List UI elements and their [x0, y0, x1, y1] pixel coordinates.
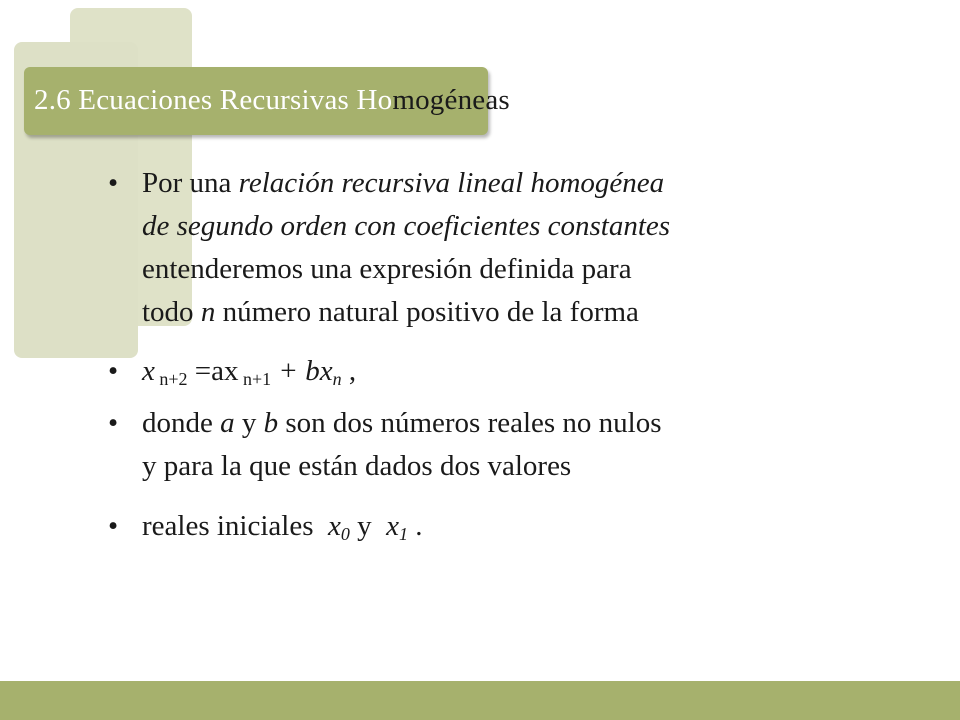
text: donde	[142, 407, 221, 439]
bullet-marker: •	[108, 355, 119, 387]
subscript: n+1	[238, 369, 272, 389]
variable-a: a	[220, 407, 235, 439]
emphasis-text: de segundo orden con coeficientes constantes	[142, 210, 671, 242]
equation-line	[142, 350, 356, 401]
bullet-line	[142, 402, 662, 445]
bullet-line	[142, 291, 670, 334]
bullet-line	[142, 445, 662, 488]
text: ,	[341, 355, 357, 387]
bullet-line	[142, 162, 670, 205]
text: y	[234, 407, 264, 439]
bullet-initial-values	[108, 505, 423, 556]
slide-title	[34, 84, 510, 117]
text: =ax	[187, 355, 239, 387]
bullet-marker: •	[108, 167, 119, 199]
text: y	[349, 510, 387, 542]
text: todo	[142, 296, 201, 328]
text: número natural positivo de la forma	[215, 296, 639, 328]
slide-title-on-bar: 2.6 Ecuaciones Recursivas Ho	[34, 84, 393, 116]
emphasis-text: relación recursiva lineal homogénea	[238, 167, 665, 199]
var-x: x	[386, 510, 399, 542]
var-x: x	[328, 510, 341, 542]
bullet-marker: •	[108, 510, 119, 542]
variable-b: b	[263, 407, 279, 439]
text: son dos números reales no nulos	[278, 407, 662, 439]
text: .	[408, 510, 423, 542]
subscript: 1	[399, 524, 408, 544]
footer-band	[0, 681, 960, 720]
text: reales iniciales	[142, 510, 328, 542]
bullet-marker: •	[108, 407, 119, 439]
bullet-line	[142, 505, 423, 556]
subscript: 0	[340, 524, 350, 544]
text: y para la que están dados dos valores	[142, 450, 572, 482]
bullet-line	[142, 205, 670, 248]
bullet-line	[142, 248, 670, 291]
var-x: x	[142, 355, 155, 387]
subscript: n+2	[154, 369, 188, 389]
slide-title-off-bar: mogéneas	[392, 84, 510, 116]
text: entenderemos una expresión definida para	[142, 253, 632, 285]
bullet-coefficients	[108, 402, 662, 488]
variable-n: n	[200, 296, 216, 328]
bullet-definition	[108, 162, 671, 334]
text: + bx	[271, 355, 333, 387]
bullet-equation	[108, 350, 357, 401]
text: Por una	[142, 167, 239, 199]
subscript: n	[332, 369, 342, 389]
